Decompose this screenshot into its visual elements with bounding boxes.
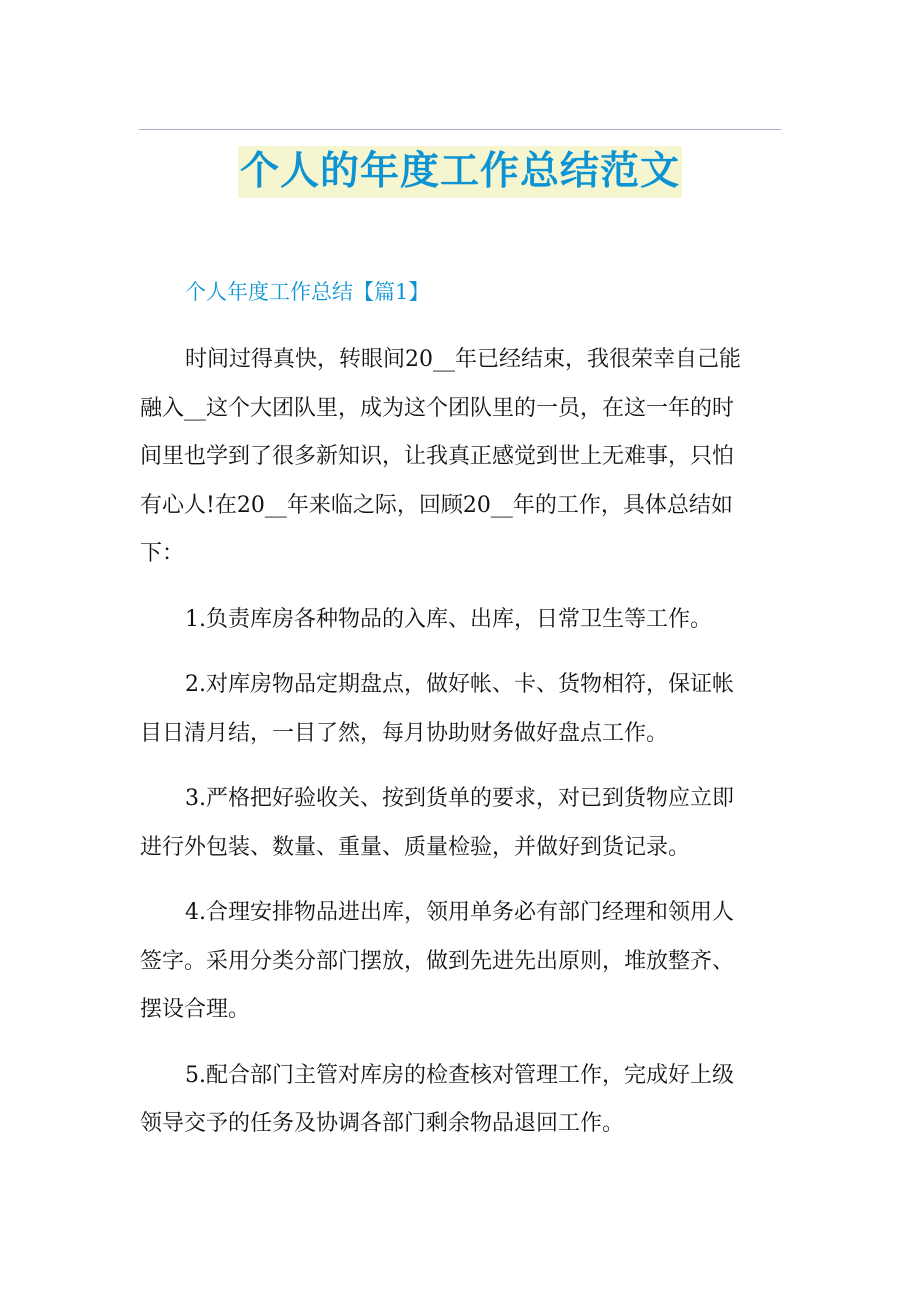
text-line: 融入__这个大团队里，成为这个团队里的一员，在这一年的时 [140, 395, 735, 421]
document-body [140, 336, 780, 1166]
document-title-block [0, 146, 920, 198]
text-line: 4.合理安排物品进出库，领用单务必有部门经理和领用人 [185, 900, 734, 925]
text-line: 2.对库房物品定期盘点，做好帐、卡、货物相符，保证帐 [185, 672, 734, 697]
text-line: 3.严格把好验收关、按到货单的要求，对已到货物应立即 [185, 786, 734, 811]
section-heading: 个人年度工作总结【篇1】 [185, 280, 430, 304]
text-line: 间里也学到了很多新知识，让我真正感觉到世上无难事，只怕 [140, 444, 735, 469]
paragraph [140, 1052, 780, 1149]
paragraph [140, 661, 780, 758]
text-line: 5.配合部门主管对库房的检查核对管理工作，完成好上级 [185, 1062, 734, 1088]
paragraph [140, 775, 780, 872]
text-line: 进行外包装、数量、重量、质量检验，并做好到货记录。 [140, 834, 691, 860]
paragraph [140, 336, 780, 579]
text-line: 签字。采用分类分部门摆放，做到先进先出原则，堆放整齐、 [140, 948, 735, 974]
text-line: 有心人!在20__年来临之际，回顾20__年的工作，具体总结如 [140, 492, 733, 518]
text-line: 摆设合理。 [140, 997, 251, 1022]
paragraph [140, 889, 780, 1035]
text-line: 时间过得真快，转眼间20__年已经结束，我很荣幸自己能 [185, 347, 741, 372]
text-line: 领导交予的任务及协调各部门剩余物品退回工作。 [140, 1111, 625, 1136]
text-line: 下： [140, 541, 185, 566]
text-line: 1.负责库房各种物品的入库、出库，日常卫生等工作。 [185, 606, 712, 632]
paragraph [140, 596, 780, 645]
text-line: 目日清月结，一目了然，每月协助财务做好盘点工作。 [140, 720, 669, 746]
header-divider [139, 129, 781, 130]
document-title: 个人的年度工作总结范文 [238, 146, 682, 198]
